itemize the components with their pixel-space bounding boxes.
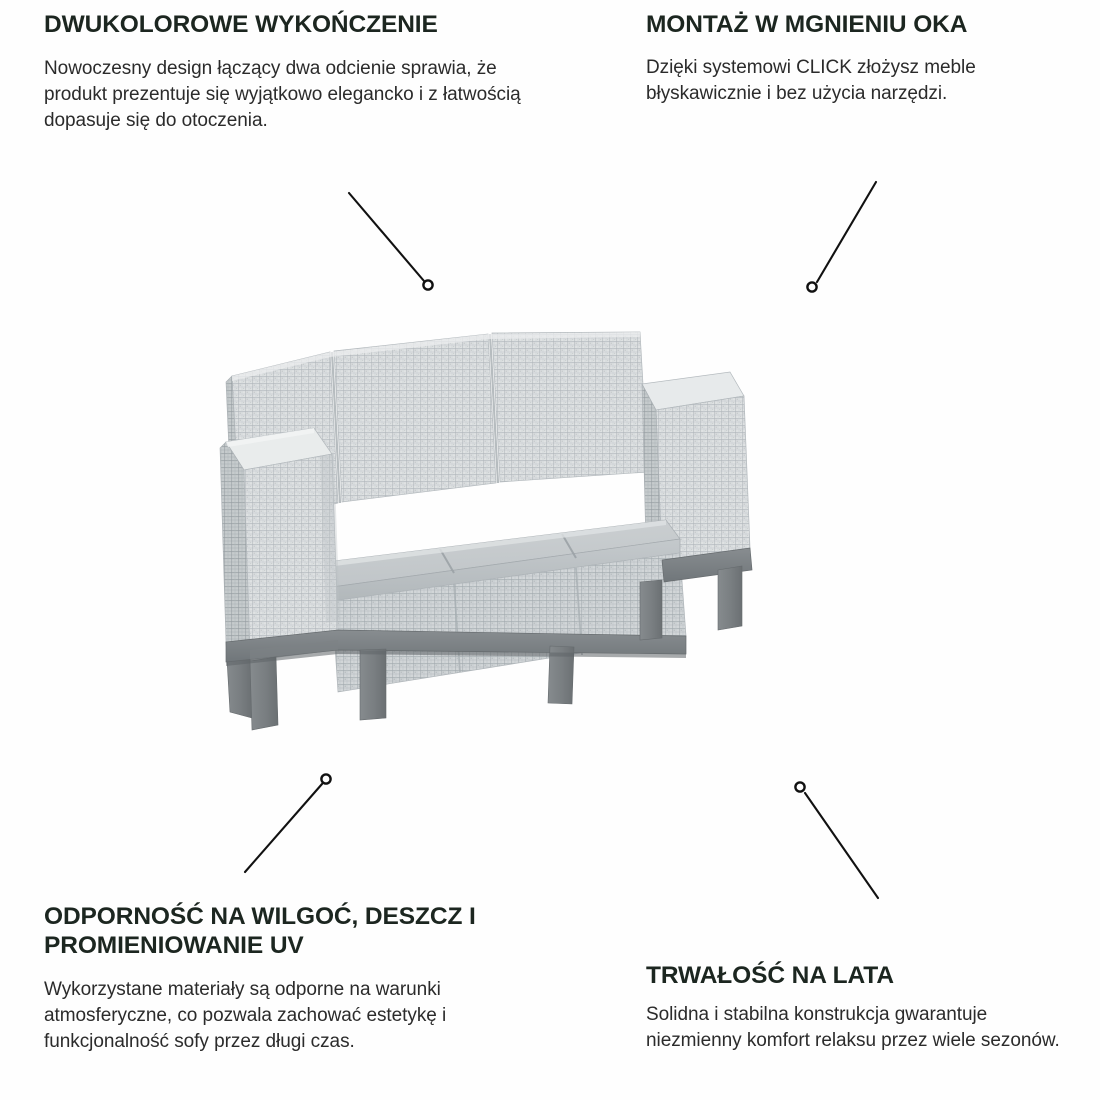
- feature-body-dwukolorowe-wykonczenie: Nowoczesny design łączący dwa odcienie sprawia, że produkt prezentuje się wyjątkowo elegancko i z łatwością dopasuje się do otoczenia.: [44, 57, 521, 132]
- connector-dot-top-right: [807, 282, 816, 291]
- connector-dot-bottom-left: [321, 774, 330, 783]
- feature-block-bottom-right: [646, 962, 1086, 1054]
- connector-dot-bottom-right: [795, 782, 804, 791]
- feature-block-top-right: [646, 11, 1076, 107]
- feature-block-top-left: [44, 11, 544, 135]
- feature-heading-trwalosc-na-lata: TRWAŁOŚĆ NA LATA: [646, 962, 894, 989]
- connector-line-top-left: [349, 193, 424, 281]
- feature-heading-odpornosc-na-wilgoc: ODPORNOŚĆ NA WILGOĆ, DESZCZ I PROMIENIOWANIE UV: [44, 903, 476, 959]
- feature-block-bottom-left: [44, 903, 524, 1055]
- sofa-arm-left: [220, 428, 340, 650]
- connector-line-bottom-left: [245, 784, 322, 872]
- sofa-svg: [210, 320, 910, 740]
- connector-line-bottom-right: [805, 793, 878, 898]
- feature-body-trwalosc-na-lata: Solidna i stabilna konstrukcja gwarantuje niezmienny komfort relaksu przez wiele sezonów.: [646, 1003, 1060, 1052]
- product-image-sofa: [210, 320, 910, 740]
- feature-heading-dwukolorowe-wykonczenie: DWUKOLOROWE WYKOŃCZENIE: [44, 11, 438, 38]
- connector-line-top-right: [817, 182, 876, 282]
- feature-body-montaz-w-mgnieniu-oka: Dzięki systemowi CLICK złożysz meble błyskawicznie i bez użycia narzędzi.: [646, 56, 976, 105]
- feature-heading-montaz-w-mgnieniu-oka: MONTAŻ W MGNIENIU OKA: [646, 11, 968, 38]
- feature-body-odpornosc-na-wilgoc: Wykorzystane materiały są odporne na warunki atmosferyczne, co pozwala zachować estetykę i funkcjonalność sofy przez długi czas.: [44, 978, 447, 1053]
- connector-dot-top-left: [423, 280, 432, 289]
